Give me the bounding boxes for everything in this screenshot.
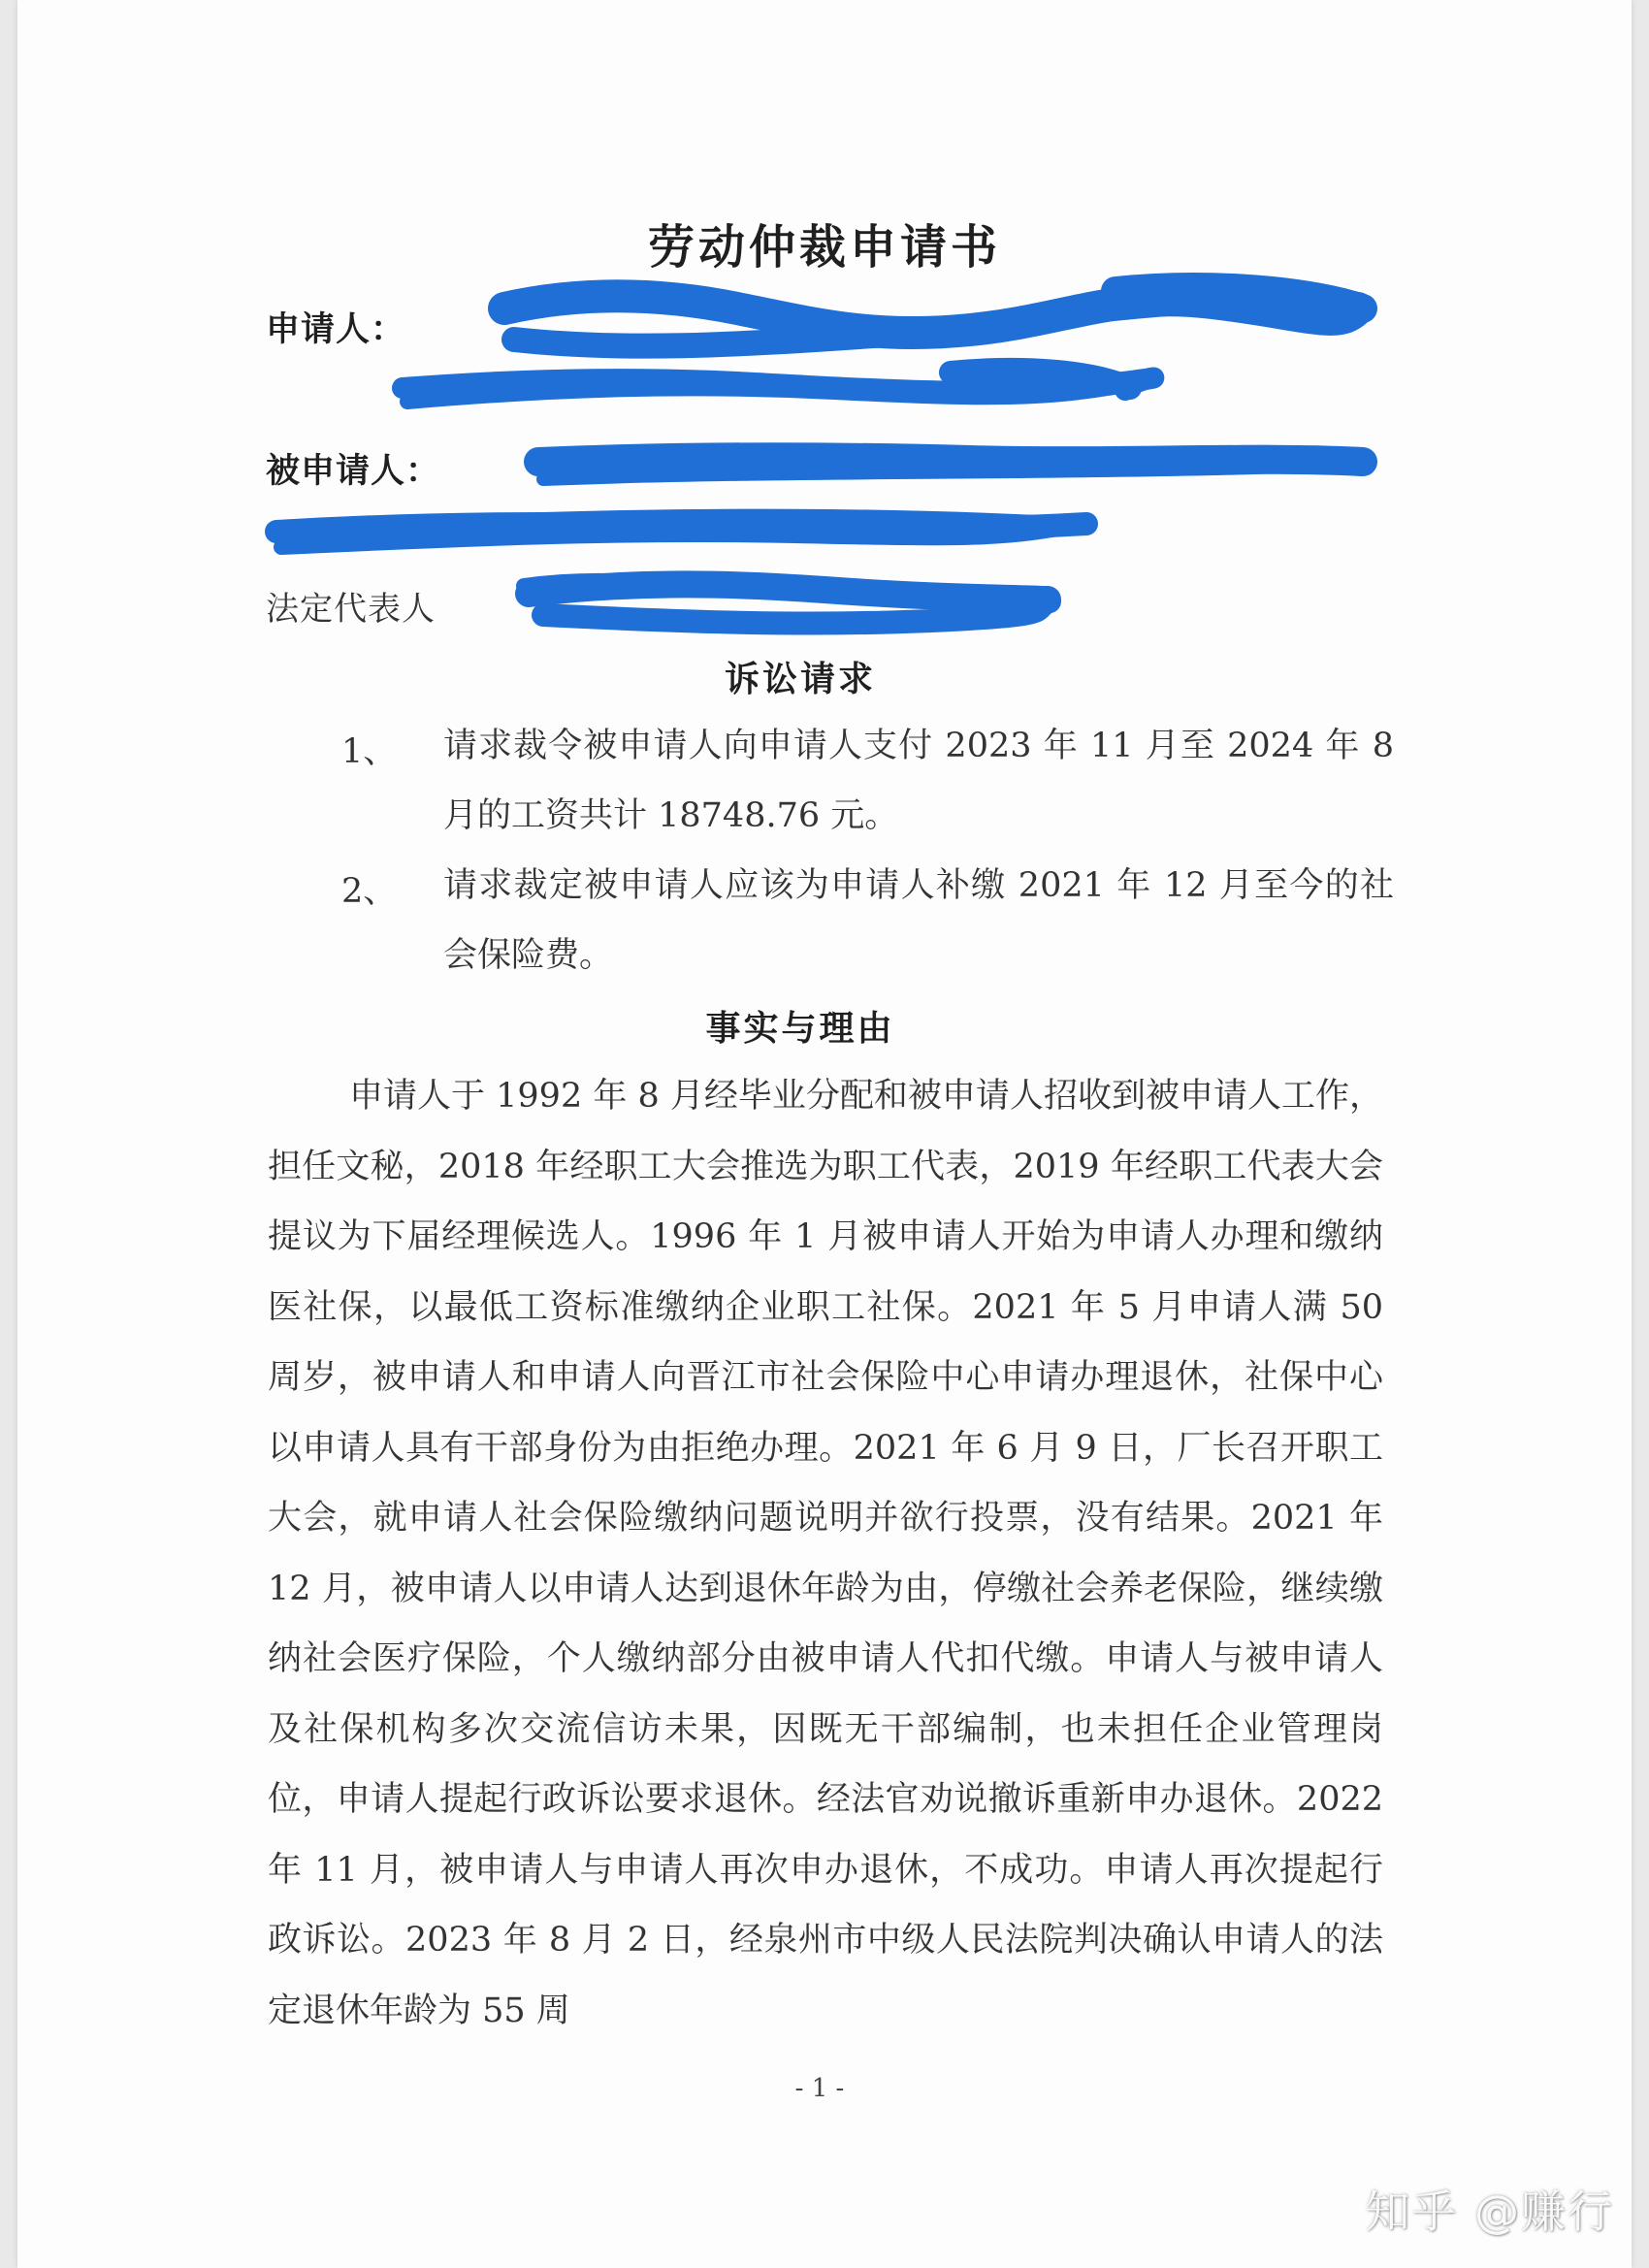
legal-rep-line	[266, 582, 436, 630]
claims-heading: 诉讼请求	[724, 659, 876, 699]
watermark: 知乎 @赚行	[1365, 2186, 1614, 2238]
respondent-line	[266, 444, 440, 493]
claim-text: 请求裁定被申请人应该为申请人补缴 2021 年 12 月至今的社会保险费。	[443, 866, 1394, 975]
respondent-label: 被申请人：	[266, 451, 441, 491]
page-number: - 1 -	[794, 2074, 845, 2103]
document-title: 劳动仲裁申请书	[647, 220, 1001, 275]
applicant-line	[266, 303, 405, 351]
claim-text: 请求裁令被申请人向申请人支付 2023 年 11 月至 2024 年 8 月的工资共计 18748.76 元。	[443, 727, 1394, 835]
facts-paragraph: 申请人于 1992 年 8 月经毕业分配和被申请人招收到被申请人工作，担任文秘，2018 年经职工大会推选为职工代表，2019 年经职工代表大会提议为下届经理候选人。1996 年 1 月被申请人开始为申请人办理和缴纳医社保，以最低工资标准缴纳企业职工社保。2021 年 5 月申请人满 50 周岁，被申请人和申请人向晋江市社会保险中心申请办理退休，社保中心以申请人具有干部身份为由拒绝办理。2021 年 6 月 9 日，厂长召开职工大会，就申请人社会保险缴纳问题说明并欲行投票，没有结果。2021 年 12 月，被申请人以申请人达到退休年龄为由，停缴社会养老保险，继续缴纳社会医疗保险，个人缴纳部分由被申请人代扣代缴。申请人与被申请人及社保机构多次交流信访未果，因既无干部编制，也未担任企业管理岗位，申请人提起行政诉讼要求退休。经法官劝说撤诉重新申办退休。2022 年 11 月，被申请人与申请人再次申办退休，不成功。申请人再次提起行政诉讼。2023 年 8 月 2 日，经泉州市中级人民法院判决确认申请人的法定退休年龄为 55 周	[268, 1077, 1383, 2030]
claim-number: 1、	[341, 732, 398, 771]
claim-number: 2、	[341, 872, 398, 911]
facts-heading: 事实与理由	[705, 1008, 895, 1049]
legal-rep-label: 法定代表人	[266, 590, 436, 629]
applicant-label: 申请人：	[266, 309, 406, 349]
